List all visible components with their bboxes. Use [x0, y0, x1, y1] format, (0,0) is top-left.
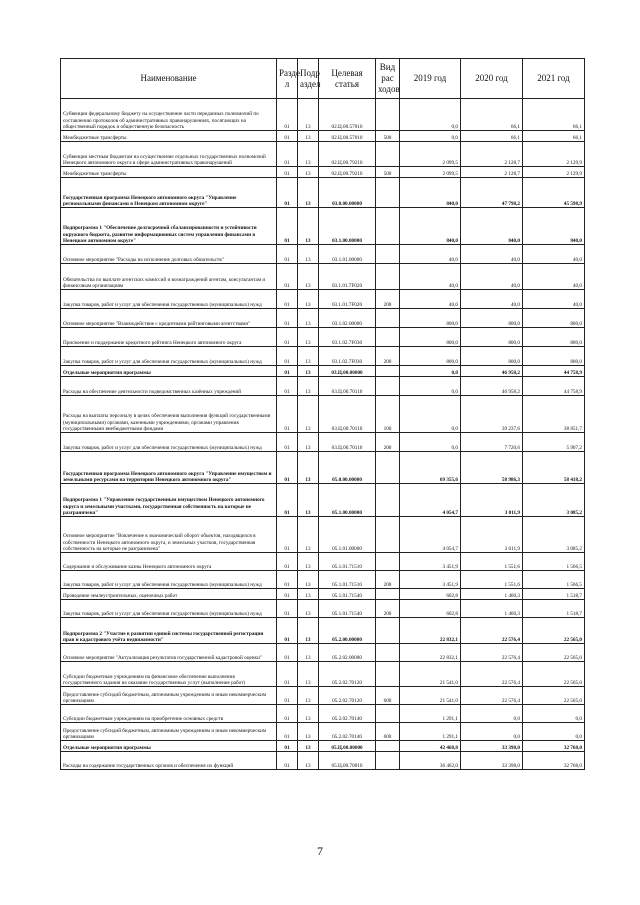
cell-article: 03.1.00.00000: [319, 208, 376, 245]
cell-name: Межбюджетные трансферты: [61, 131, 277, 142]
table-row: [61, 723, 585, 741]
cell-2020: 39 237,6: [461, 396, 523, 433]
cell-section: 01: [277, 131, 298, 142]
cell-2020: 47 798,2: [461, 178, 523, 208]
cell-section: 01: [277, 553, 298, 571]
page-number: 7: [317, 844, 323, 858]
cell-2019: 800,0: [400, 309, 461, 328]
cell-subsection: 13: [298, 571, 319, 589]
cell-2020: 46 958,2: [461, 366, 523, 377]
cell-section: 01: [277, 589, 298, 600]
cell-expense-type: [376, 142, 400, 167]
cell-name: Субвенции федеральному бюджету на осуществление части переданных полномочий по составлению протоколов об административных правонарушениях, посягающих на общественный порядок и общественную безопасность: [61, 99, 277, 131]
table-row: [61, 705, 585, 723]
cell-2020: 1 551,6: [461, 571, 523, 589]
cell-expense-type: [376, 377, 400, 396]
cell-name: Субсидии бюджетным учреждениям на приобретение основных средств: [61, 705, 277, 723]
cell-2019: 0,0: [400, 377, 461, 396]
cell-section: 01: [277, 377, 298, 396]
cell-expense-type: 200: [376, 600, 400, 618]
cell-expense-type: [376, 662, 400, 687]
cell-name: Подпрограмма 2 "Участие в развитии единой системы государственной регистрации прав и кадастрового учёта недвижимости": [61, 618, 277, 644]
cell-article: 03.1.01.7F020: [319, 264, 376, 290]
cell-2021: 800,0: [523, 347, 585, 366]
cell-article: 03.1.01.00000: [319, 245, 376, 264]
cell-section: 01: [277, 600, 298, 618]
table-row: [61, 245, 585, 264]
cell-article: 05.1.01.71510: [319, 571, 376, 589]
cell-2021: 22 565,0: [523, 687, 585, 705]
header-2020: 2020 год: [461, 59, 523, 99]
cell-2021: 44 758,9: [523, 377, 585, 396]
cell-name: Основное мероприятие "Расходы на исполнение долговых обязательств": [61, 245, 277, 264]
cell-article: 02.Ц.00.79210: [319, 167, 376, 178]
table-header-row: [61, 59, 585, 99]
cell-article: 03.Ц.00.70110: [319, 377, 376, 396]
table-row: [61, 264, 585, 290]
table-row: [61, 618, 585, 644]
table-row: [61, 290, 585, 309]
table-row: [61, 167, 585, 178]
table-row: [61, 178, 585, 208]
cell-name: Отдельные мероприятия программы: [61, 366, 277, 377]
header-article: Целевая статья: [319, 59, 376, 99]
cell-section: 01: [277, 99, 298, 131]
cell-section: 01: [277, 264, 298, 290]
cell-article: 05.1.01.71510: [319, 553, 376, 571]
cell-article: 03.1.02.7F030: [319, 347, 376, 366]
cell-article: 05.1.01.71540: [319, 600, 376, 618]
cell-subsection: 13: [298, 131, 319, 142]
cell-2020: 7 720,6: [461, 433, 523, 452]
cell-2019: 69 355,6: [400, 452, 461, 484]
cell-section: 01: [277, 245, 298, 264]
cell-2019: 3 451,9: [400, 553, 461, 571]
cell-subsection: 13: [298, 245, 319, 264]
cell-subsection: 13: [298, 366, 319, 377]
cell-2019: 36 462,0: [400, 752, 461, 770]
header-subsection: Подр аздел: [298, 59, 319, 99]
table-row: [61, 589, 585, 600]
cell-2020: 46 958,2: [461, 377, 523, 396]
cell-2020: 800,0: [461, 328, 523, 347]
cell-2019: 840,0: [400, 208, 461, 245]
cell-2019: 21 541,0: [400, 662, 461, 687]
cell-section: 01: [277, 571, 298, 589]
cell-article: 05.2.02.70120: [319, 662, 376, 687]
cell-subsection: 13: [298, 741, 319, 752]
cell-expense-type: [376, 452, 400, 484]
cell-article: 02.Ц.00.57010: [319, 99, 376, 131]
cell-section: 01: [277, 347, 298, 366]
cell-article: 05.2.02.70140: [319, 705, 376, 723]
cell-2021: 58 418,2: [523, 452, 585, 484]
cell-expense-type: 500: [376, 167, 400, 178]
cell-article: 03.Ц.00.70110: [319, 433, 376, 452]
cell-name: Содержание и обслуживание казны Ненецкого автономного округа: [61, 553, 277, 571]
cell-section: 01: [277, 452, 298, 484]
budget-table-sheet: [60, 58, 584, 770]
cell-section: 01: [277, 517, 298, 553]
cell-subsection: 13: [298, 396, 319, 433]
cell-name: Основное мероприятие "Взаимодействие с кредитными рейтинговыми агентствами": [61, 309, 277, 328]
table-row: [61, 517, 585, 553]
cell-section: 01: [277, 662, 298, 687]
cell-subsection: 13: [298, 723, 319, 741]
cell-2020: 33 398,0: [461, 741, 523, 752]
cell-name: Предоставление субсидий бюджетным, автономным учреждениям и иным некоммерческим организациям: [61, 687, 277, 705]
cell-section: 01: [277, 328, 298, 347]
cell-2019: 3 451,9: [400, 571, 461, 589]
cell-2020: 66,1: [461, 99, 523, 131]
cell-2020: 2 128,7: [461, 167, 523, 178]
cell-expense-type: [376, 484, 400, 517]
table-body: [61, 99, 585, 770]
cell-subsection: 13: [298, 752, 319, 770]
cell-2019: 2 099,5: [400, 167, 461, 178]
cell-expense-type: 500: [376, 131, 400, 142]
cell-subsection: 13: [298, 142, 319, 167]
cell-2021: 2 129,9: [523, 142, 585, 167]
cell-subsection: 13: [298, 167, 319, 178]
cell-section: 01: [277, 484, 298, 517]
cell-subsection: 13: [298, 208, 319, 245]
cell-subsection: 13: [298, 618, 319, 644]
cell-expense-type: [376, 208, 400, 245]
cell-name: Государственная программа Ненецкого автономного округа "Управление имуществом и земельными ресурсами на территории Ненецкого автономного округа": [61, 452, 277, 484]
cell-2019: 4 054,7: [400, 517, 461, 553]
cell-article: 05.2.02.00000: [319, 644, 376, 662]
cell-2019: 0,0: [400, 396, 461, 433]
cell-section: 01: [277, 618, 298, 644]
cell-expense-type: [376, 264, 400, 290]
cell-section: 01: [277, 309, 298, 328]
cell-section: 01: [277, 433, 298, 452]
cell-name: Закупка товаров, работ и услуг для обеспечения государственных (муниципальных) нужд: [61, 433, 277, 452]
table-row: [61, 366, 585, 377]
cell-subsection: 13: [298, 433, 319, 452]
header-section: Разде л: [277, 59, 298, 99]
cell-subsection: 13: [298, 328, 319, 347]
cell-section: 01: [277, 290, 298, 309]
cell-section: 01: [277, 208, 298, 245]
cell-2019: 1 291,1: [400, 723, 461, 741]
table-row: [61, 752, 585, 770]
table-row: [61, 309, 585, 328]
cell-name: Проведение землеустроительных, оценочных работ: [61, 589, 277, 600]
table-row: [61, 600, 585, 618]
cell-2020: 800,0: [461, 347, 523, 366]
cell-2020: 800,0: [461, 309, 523, 328]
cell-article: 05.1.01.00000: [319, 517, 376, 553]
cell-2019: 42 468,8: [400, 741, 461, 752]
cell-2019: 21 541,0: [400, 687, 461, 705]
cell-2021: 1 518,7: [523, 589, 585, 600]
table-row: [61, 142, 585, 167]
cell-2019: 840,0: [400, 178, 461, 208]
cell-2019: 40,0: [400, 245, 461, 264]
cell-expense-type: [376, 705, 400, 723]
cell-section: 01: [277, 366, 298, 377]
cell-2021: 1 566,5: [523, 553, 585, 571]
cell-subsection: 13: [298, 687, 319, 705]
table-row: [61, 484, 585, 517]
cell-expense-type: [376, 517, 400, 553]
cell-name: Субсидии бюджетным учреждениям на финансовое обеспечение выполнения государственного задания на оказание государственных услуг (выполнение работ): [61, 662, 277, 687]
cell-2019: 40,0: [400, 264, 461, 290]
cell-subsection: 13: [298, 705, 319, 723]
cell-2020: 840,0: [461, 208, 523, 245]
cell-2021: 66,1: [523, 131, 585, 142]
cell-section: 01: [277, 178, 298, 208]
header-expense-type: Вид рас ходов: [376, 59, 400, 99]
cell-2021: 1 566,5: [523, 571, 585, 589]
cell-2021: 66,1: [523, 99, 585, 131]
cell-subsection: 13: [298, 377, 319, 396]
cell-2021: 32 768,0: [523, 752, 585, 770]
cell-article: 03.1.02.00000: [319, 309, 376, 328]
cell-article: 05.2.02.70120: [319, 687, 376, 705]
cell-name: Присвоение и поддержание кредитного рейтинга Ненецкого автономного округа: [61, 328, 277, 347]
cell-2019: 40,0: [400, 290, 461, 309]
cell-expense-type: [376, 328, 400, 347]
cell-2021: 40,0: [523, 264, 585, 290]
cell-2021: 22 565,0: [523, 644, 585, 662]
cell-2019: 800,0: [400, 328, 461, 347]
cell-2020: 1 460,3: [461, 589, 523, 600]
cell-subsection: 13: [298, 452, 319, 484]
cell-2020: 3 011,9: [461, 484, 523, 517]
cell-2020: 40,0: [461, 264, 523, 290]
cell-2021: 40,0: [523, 290, 585, 309]
cell-section: 01: [277, 396, 298, 433]
header-2019: 2019 год: [400, 59, 461, 99]
cell-expense-type: [376, 589, 400, 600]
table-row: [61, 452, 585, 484]
cell-article: 03.Ц.00.00000: [319, 366, 376, 377]
cell-2020: 3 011,9: [461, 517, 523, 553]
cell-subsection: 13: [298, 347, 319, 366]
cell-2021: 0,0: [523, 705, 585, 723]
cell-2021: 1 518,7: [523, 600, 585, 618]
cell-subsection: 13: [298, 99, 319, 131]
cell-name: Субвенции местным бюджетам на осуществление отдельных государственных полномочий Ненецкого автономного округа в сфере административных правонарушений: [61, 142, 277, 167]
cell-section: 01: [277, 705, 298, 723]
cell-name: Расходы на содержание государственных органов и обеспечение их функций: [61, 752, 277, 770]
cell-2020: 0,0: [461, 723, 523, 741]
cell-2019: 602,8: [400, 600, 461, 618]
budget-table: [60, 58, 585, 770]
cell-section: 01: [277, 752, 298, 770]
cell-subsection: 13: [298, 309, 319, 328]
cell-2021: 38 851,7: [523, 396, 585, 433]
cell-name: Закупка товаров, работ и услуг для обеспечения государственных (муниципальных) нужд: [61, 290, 277, 309]
cell-expense-type: 200: [376, 290, 400, 309]
header-2021: 2021 год: [523, 59, 585, 99]
cell-expense-type: [376, 618, 400, 644]
cell-2020: 22 576,4: [461, 662, 523, 687]
table-row: [61, 99, 585, 131]
cell-section: 01: [277, 644, 298, 662]
cell-name: Отдельные мероприятия программы: [61, 741, 277, 752]
cell-name: Основное мероприятие "Актуализация результатов государственной кадастровой оценки": [61, 644, 277, 662]
cell-article: 02.Ц.00.79210: [319, 142, 376, 167]
cell-2021: 22 565,0: [523, 662, 585, 687]
header-name: Наименование: [61, 59, 277, 99]
cell-2019: 1 291,1: [400, 705, 461, 723]
cell-name: Подпрограмма 1 "Управление государственным имуществом Ненецкого автономного округа и земельными участками, государственная собственность на которые не разграничена": [61, 484, 277, 517]
table-row: [61, 208, 585, 245]
cell-2019: 0,0: [400, 99, 461, 131]
cell-2020: 66,1: [461, 131, 523, 142]
cell-2021: 44 758,9: [523, 366, 585, 377]
table-row: [61, 644, 585, 662]
cell-2021: 800,0: [523, 328, 585, 347]
cell-name: Государственная программа Ненецкого автономного округа "Управление региональными финансами в Ненецком автономном округе": [61, 178, 277, 208]
cell-expense-type: 200: [376, 347, 400, 366]
table-row: [61, 377, 585, 396]
cell-name: Расходы на выплаты персоналу в целях обеспечения выполнения функций государственными (муниципальными) органами, казенными учреждениями, органами управления государственными внебюджетными фондами: [61, 396, 277, 433]
cell-article: 05.0.00.00000: [319, 452, 376, 484]
cell-expense-type: [376, 752, 400, 770]
cell-expense-type: 600: [376, 723, 400, 741]
cell-2021: 0,0: [523, 723, 585, 741]
cell-name: Закупка товаров, работ и услуг для обеспечения государственных (муниципальных) нужд: [61, 347, 277, 366]
cell-article: 05.Ц.00.70010: [319, 752, 376, 770]
cell-2019: 0,0: [400, 131, 461, 142]
cell-2021: 2 129,9: [523, 167, 585, 178]
cell-2020: 58 986,3: [461, 452, 523, 484]
cell-subsection: 13: [298, 589, 319, 600]
cell-subsection: 13: [298, 264, 319, 290]
cell-section: 01: [277, 741, 298, 752]
cell-2020: 22 576,4: [461, 644, 523, 662]
cell-article: 03.1.02.7F030: [319, 328, 376, 347]
cell-subsection: 13: [298, 484, 319, 517]
cell-expense-type: [376, 741, 400, 752]
table-row: [61, 131, 585, 142]
cell-expense-type: 100: [376, 396, 400, 433]
cell-article: 02.Ц.00.57010: [319, 131, 376, 142]
cell-2021: 45 598,9: [523, 178, 585, 208]
cell-2020: 0,0: [461, 705, 523, 723]
table-row: [61, 433, 585, 452]
cell-2019: 0,0: [400, 433, 461, 452]
cell-subsection: 13: [298, 600, 319, 618]
table-row: [61, 741, 585, 752]
cell-subsection: 13: [298, 662, 319, 687]
cell-expense-type: [376, 644, 400, 662]
cell-2021: 3 085,2: [523, 517, 585, 553]
cell-2021: 3 085,2: [523, 484, 585, 517]
table-row: [61, 571, 585, 589]
cell-article: 05.2.00.00000: [319, 618, 376, 644]
cell-section: 01: [277, 687, 298, 705]
cell-2020: 22 576,4: [461, 618, 523, 644]
cell-expense-type: [376, 99, 400, 131]
cell-2019: 4 054,7: [400, 484, 461, 517]
cell-2020: 22 576,4: [461, 687, 523, 705]
cell-name: Закупка товаров, работ и услуг для обеспечения государственных (муниципальных) нужд: [61, 571, 277, 589]
cell-article: 03.0.00.00000: [319, 178, 376, 208]
cell-expense-type: [376, 553, 400, 571]
cell-name: Подпрограмма 1 "Обеспечение долгосрочной сбалансированности и устойчивости окружного бюджета, развитие информационных систем управления финансами в Ненецком автономном округе": [61, 208, 277, 245]
table-row: [61, 662, 585, 687]
table-row: [61, 396, 585, 433]
cell-name: Закупка товаров, работ и услуг для обеспечения государственных (муниципальных) нужд: [61, 600, 277, 618]
cell-2020: 33 398,0: [461, 752, 523, 770]
cell-article: 05.Ц.00.00000: [319, 741, 376, 752]
cell-2021: 5 907,2: [523, 433, 585, 452]
cell-expense-type: 600: [376, 687, 400, 705]
cell-expense-type: [376, 245, 400, 264]
cell-subsection: 13: [298, 178, 319, 208]
table-row: [61, 328, 585, 347]
cell-subsection: 13: [298, 517, 319, 553]
cell-expense-type: [376, 366, 400, 377]
cell-2021: 22 565,0: [523, 618, 585, 644]
cell-subsection: 13: [298, 290, 319, 309]
cell-name: Обязательства по выплате агентских комиссий и вознаграждений агентам, консультантам и финансовым организациям: [61, 264, 277, 290]
cell-article: 03.1.01.7F020: [319, 290, 376, 309]
cell-2020: 40,0: [461, 245, 523, 264]
cell-2019: 22 832,1: [400, 644, 461, 662]
cell-2021: 800,0: [523, 309, 585, 328]
cell-section: 01: [277, 723, 298, 741]
cell-expense-type: [376, 178, 400, 208]
cell-article: 05.1.01.71540: [319, 589, 376, 600]
table-row: [61, 553, 585, 571]
cell-2021: 840,0: [523, 208, 585, 245]
cell-2021: 40,0: [523, 245, 585, 264]
cell-section: 01: [277, 167, 298, 178]
cell-article: 05.1.00.00000: [319, 484, 376, 517]
cell-expense-type: 200: [376, 571, 400, 589]
cell-section: 01: [277, 142, 298, 167]
cell-2021: 32 768,0: [523, 741, 585, 752]
cell-2019: 2 099,5: [400, 142, 461, 167]
cell-2020: 1 460,3: [461, 600, 523, 618]
table-row: [61, 347, 585, 366]
cell-article: 03.Ц.00.70110: [319, 396, 376, 433]
cell-name: Основное мероприятие "Вовлечение в экономический оборот объектов, находящихся в собственности Ненецкого автономного округа, и земельных участков, государственная собственность на которые не разграничена": [61, 517, 277, 553]
cell-2019: 800,0: [400, 347, 461, 366]
cell-2020: 40,0: [461, 290, 523, 309]
cell-name: Расходы на обеспечение деятельности подведомственных казённых учреждений: [61, 377, 277, 396]
cell-subsection: 13: [298, 553, 319, 571]
cell-expense-type: [376, 309, 400, 328]
cell-name: Межбюджетные трансферты: [61, 167, 277, 178]
cell-2019: 0,0: [400, 366, 461, 377]
cell-expense-type: 200: [376, 433, 400, 452]
cell-article: 05.2.02.70140: [319, 723, 376, 741]
cell-2020: 1 551,6: [461, 553, 523, 571]
cell-subsection: 13: [298, 644, 319, 662]
cell-2020: 2 128,7: [461, 142, 523, 167]
cell-2019: 22 832,1: [400, 618, 461, 644]
cell-name: Предоставление субсидий бюджетным, автономным учреждениям и иным некоммерческим организациям: [61, 723, 277, 741]
cell-2019: 602,8: [400, 589, 461, 600]
table-row: [61, 687, 585, 705]
